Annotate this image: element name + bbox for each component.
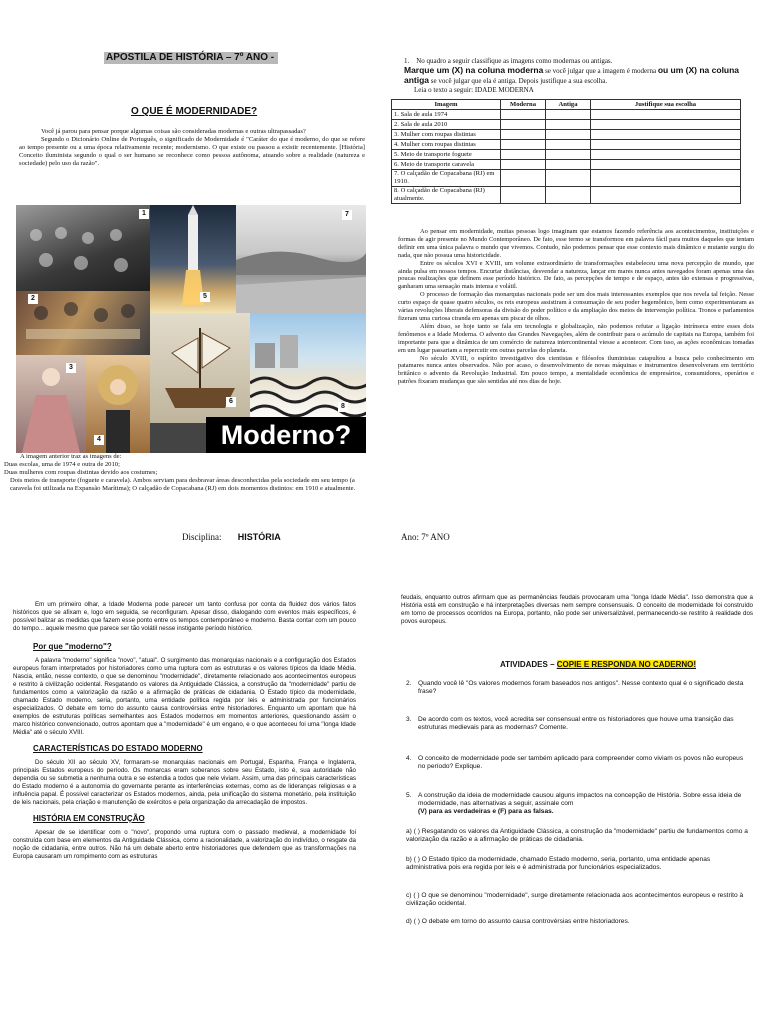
photo-label-7: 7	[342, 210, 352, 220]
instruction-mid: se você julgar que a imagem é moderna	[543, 67, 658, 75]
table-row	[392, 150, 741, 160]
classroom-sketch	[16, 205, 150, 291]
table-header-row	[392, 100, 741, 110]
question-number: 4.	[406, 755, 412, 762]
row-label: 4. Mulher com roupas distintas	[392, 140, 501, 150]
beach-sketch	[236, 205, 366, 313]
question-text: De acordo com os textos, você acredita ser consensual entre os historiadores que houve uma transição das estruturas medievais para as modernas? Comente.	[418, 716, 734, 732]
table-row	[392, 120, 741, 130]
alternative-c: c) ( ) O que se denominou "modernidade", surge diretamente relacionada aos acontecimentos europeus e restrito à civilização ocidental.	[406, 892, 744, 908]
disciplina-row	[182, 532, 281, 542]
photo-copacabana-1910	[236, 205, 366, 313]
antiga-cell[interactable]	[546, 140, 591, 150]
alternative-a: a) ( ) Resgatando os valores da Antiguidade Clássica, a construção da "modernidade" partiu de fundamentos como a valorização da razão e a afirmação de práticas de cidadania.	[406, 828, 748, 844]
intro-text	[19, 128, 365, 168]
disciplina-value: HISTÓRIA	[237, 532, 281, 542]
heading-por-que-moderno: Por que "moderno"?	[33, 642, 112, 651]
photo-label-4: 4	[94, 435, 104, 445]
calcadao-sketch	[250, 313, 366, 423]
justify-cell[interactable]	[591, 160, 741, 170]
question-3	[406, 716, 750, 732]
heading-caracteristicas: CARACTERÍSTICAS DO ESTADO MODERNO	[33, 744, 203, 753]
bl-paragraph-1: Em um primeiro olhar, a Idade Moderna pode parecer um tanto confusa por conta da fluidez dos vários fatos históricos que se afixam e, logo em seguida, se reconfiguram. Apesar disso, dialogando com eventos mais específicos, é possível balizar as medidas que fazem esse ponto entre os tempos contemporâneo e moderno. Basta contar com um pouco do tempo... aquele mesmo que parece ser tão volátil nesse instigante período histórico.	[13, 601, 356, 632]
justify-cell[interactable]	[591, 120, 741, 130]
photo-label-3: 3	[66, 363, 76, 373]
bl-paragraph-2: A palavra "moderno" significa "novo", "atual". O surgimento das monarquias nacionais e a configuração dos Estados europeus foram interpretados por historiadores como uma ruptura com as estruturas e os valores típicos da Idade Média. Nascia, então, nesse contexto, o que se denominou "modernidade", diretamente relacionado aos acontecimentos europeus e restrito à civilização ocidental. Resgatando os valores da Antiguidade Clássica, a construção da "modernidade" partiu de fundamentos como a valorização da razão e a afirmação de práticas de cidadania. O Estado típico da modernidade, chamado Estado moderno, seria, portanto, uma entidade política regida por leis e administrada por funcionários especializados. O debate em torno do assunto causa controvérsias entre historiadores. Enquanto um apontam que há exemplos de estruturas políticas semelhantes aos Estados modernos em momentos anteriores, questionando assim o marco histórico convencionado, outros apontam que a "modernidade" é um engano, e o que aconteceu foi uma "longa Idade Média" até o século XVIII.	[13, 657, 356, 736]
row-label: 7. O calçadão de Copacabana (RJ) em 1910.	[392, 170, 501, 187]
right-paragraph-1: Ao pensar em modernidade, muitas pessoas logo imaginam que estamos fazendo referência aos acontecimentos, instituições e formas de agir presente no Mundo Contemporâneo. De fato, esse termo se transformou em palavra fácil para muitos daqueles que tentam definir em uma única palavra o mundo que vivemos. Contudo, não podemos pensar que esse contexto mais dinâmico e mutante surgiu do nada, que não possua uma historicidade.	[398, 228, 754, 259]
justify-cell[interactable]	[591, 110, 741, 120]
disciplina-label: Disciplina:	[182, 532, 222, 542]
antiga-cell[interactable]	[546, 120, 591, 130]
instruction-bold-a: Marque um (X) na coluna moderna	[404, 65, 544, 75]
moderna-cell[interactable]	[501, 187, 546, 204]
idade-moderna-text	[398, 228, 754, 386]
row-label: 3. Mulher com roupas distintas	[392, 130, 501, 140]
bottom-left-column	[13, 601, 356, 861]
photo-rocket	[150, 205, 236, 313]
moderna-cell[interactable]	[501, 110, 546, 120]
antiga-cell[interactable]	[546, 150, 591, 160]
justify-cell[interactable]	[591, 130, 741, 140]
photo-label-5: 5	[200, 292, 210, 302]
question-number: 5.	[406, 792, 412, 799]
exercise-1	[404, 57, 760, 95]
table-row	[392, 140, 741, 150]
read-text-note: Leia o texto a seguir: IDADE MODERNA	[414, 86, 534, 94]
caption-line-2: Duas mulheres com roupas distintas devido aos costumes;	[4, 469, 158, 477]
antiga-cell[interactable]	[546, 110, 591, 120]
alternative-b: b) ( ) O Estado típico da modernidade, chamado Estado moderno, seria, portanto, uma entidade apenas administrativa pois era regida por leis e é administrada por funcionários especializados.	[406, 856, 711, 872]
bottom-right-top-text	[401, 594, 753, 626]
table-row	[392, 110, 741, 120]
classification-table	[391, 99, 741, 204]
justify-cell[interactable]	[591, 170, 741, 187]
table-row	[392, 160, 741, 170]
question-4	[406, 755, 750, 771]
caption-line-1: Duas escolas, uma de 1974 e outra de 2010;	[4, 461, 120, 469]
rocket-sketch	[150, 205, 236, 313]
moderna-cell[interactable]	[501, 130, 546, 140]
photo-copacabana-today	[250, 313, 366, 423]
br-paragraph-1: feudais, enquanto outros afirmam que as permanências feudais provocaram uma "longa Idade Média". Isso demonstra que a História está em construção e há interpretações diversas nem sempre consensuais. O conceito de modernidade foi construído em torno de processos ocorridos na Europa, portanto, não pode ser universalizável, permanecendo-se restrito à realidade dos povos europeus.	[401, 594, 753, 625]
table-row	[392, 187, 741, 204]
moderno-banner: Moderno?	[206, 417, 366, 453]
col-antiga: Antiga	[546, 100, 591, 110]
question-2	[406, 680, 750, 696]
row-label: 6. Meio de transporte caravela	[392, 160, 501, 170]
instruction-tail: se você julgar que ela é antiga. Depois justifique a sua escolha.	[429, 77, 608, 85]
right-paragraph-5: No século XVIII, o espírito investigativo dos cientistas e filósofos iluministas catapultou a busca pelo conhecimento em patamares nunca antes observados. Não por acaso, o desenvolvimento de novas máquinas e instrumentos desenvolveram em território britânico o advento da Revolução Industrial. Em pouco tempo, a mentalidade econômica de empresários, consumidores, operários e patrões fixaram mudanças que são sentidas até nos dias de hoje.	[398, 354, 754, 386]
antiga-cell[interactable]	[546, 170, 591, 187]
bl-paragraph-4: Apesar de se identificar com o "novo", propondo uma ruptura com o passado medieval, a modernidade foi construída com base em elementos da Antiguidade Clássica, como a racionalidade, a valorização do indivíduo, o resgate da noção de cidadania, entre outros. Não há um debate aberto entre historiadores que defendem que as transformações na Europa causaram um rompimento com as estruturas	[13, 829, 356, 860]
question-5	[406, 792, 750, 817]
section-title: O QUE É MODERNIDADE?	[131, 106, 258, 117]
col-moderna: Moderna	[501, 100, 546, 110]
atividades-heading	[500, 660, 696, 669]
antiga-cell[interactable]	[546, 160, 591, 170]
bl-paragraph-3: Do século XII ao século XV, formaram-se monarquias nacionais em Portugal, Espanha, França e Inglaterra, principais Estados europeus do período. Os monarcas eram soberanos sobre seu Estado, isto é, sua autoridade não dependia ou se submetia a nenhuma outra e se estendia a todos que nele viviam. Assim, uma das principais características do Estado moderno é a autonomia do governante perante as interferências externas, como as de lideranças religiosas e a influência papal. É possível caracterizar os Estados modernos, ainda, pela unificação do sistema monetário, pela instituição de leis nacionais, pela criação e manutenção de exércitos e pela organização da arrecadação de impostos.	[13, 759, 356, 806]
exercise-prompt: No quadro a seguir classifique as imagens como modernas ou antigas.	[416, 57, 613, 65]
question-number: 3.	[406, 716, 412, 723]
intro-paragraph-2: Segundo o Dicionário Online de Português, o significado de Modernidade é "Caráter do que é moderno, do que se refere ao tempo presente ou a uma época relativamente recente; modernismo. O que existe ou passou a existir recentemente. [História] Conceito iluminista segundo o qual o ser humano se reconhece como pessoa autônoma, atuando sobre a realidade (natureza e sociedade) pelo uso da razão".	[19, 136, 365, 168]
justify-cell[interactable]	[591, 140, 741, 150]
heading-historia-construcao: HISTÓRIA EM CONSTRUÇÃO	[33, 814, 145, 823]
moderna-cell[interactable]	[501, 160, 546, 170]
moderna-cell[interactable]	[501, 140, 546, 150]
row-label: 1. Sala de aula 1974	[392, 110, 501, 120]
moderna-cell[interactable]	[501, 170, 546, 187]
right-paragraph-4: Além disso, se hoje tanto se fala em tecnologia e globalização, não podemos refutar a ligação intrínseca entre esses dois fenômenos e a Idade Moderna. O advento das Grandes Navegações, além de contribuir para o acúmulo de capitais na Europa, também foi importante para que a dinâmica de um comércio de natureza intercontinental viesse a acontecer. Com isso, as ações econômicas tomadas em um lugar passariam a repercutir em outras parcelas do planeta.	[398, 322, 754, 354]
row-label: 8. O calçadão de Copacabana (RJ) atualmente.	[392, 187, 501, 204]
col-imagem: Imagem	[392, 100, 501, 110]
table-row	[392, 130, 741, 140]
antiga-cell[interactable]	[546, 187, 591, 204]
photo-label-1: 1	[139, 209, 149, 219]
row-label: 2. Sala de aula 2010	[392, 120, 501, 130]
photo-classroom-1974	[16, 205, 150, 291]
collage-caption	[4, 453, 366, 493]
right-paragraph-2: Entre os séculos XVI e XVIII, um volume extraordinário de transformações estabeleceu uma nova percepção de mundo, que ainda pulsa em nossos tempos. Encurtar distâncias, desvendar a natureza, lançar em mares nunca antes navegados foram apenas uma das poucas realizações que definem esse período histórico. De fato, as percepções de tempo e de espaço, antes tão extensas e progressivas, ganharam uma sensação mais intensa e volátil.	[398, 259, 754, 291]
photo-label-2: 2	[28, 294, 38, 304]
moderna-cell[interactable]	[501, 120, 546, 130]
alternative-d: d) ( ) O debate em torno do assunto causa controvérsias entre historiadores.	[406, 918, 630, 925]
intro-paragraph-1: Você já parou para pensar porque algumas coisas são consideradas modernas e outras ultrapassadas?	[41, 128, 306, 135]
question-text: A construção da ideia de modernidade causou alguns impactos na concepção de História. Sobre essa ideia de modernidade, nas alternativas a seguir, assinale com	[418, 792, 742, 808]
antiga-cell[interactable]	[546, 130, 591, 140]
question-text: Quando você lê "Os valores modernos foram baseados nos antigos". Nesse contexto qual é o significado desta frase?	[418, 680, 744, 696]
question-text: O conceito de modernidade pode ser também aplicado para compreender como viviam os povos não europeus no período? Explique.	[418, 755, 744, 771]
instruction-bold-b: ou um (X) na coluna antiga	[404, 65, 740, 85]
col-justifique: Justifique sua escolha	[591, 100, 741, 110]
image-collage	[16, 205, 366, 453]
atividades-highlight: COPIE E RESPONDA NO CADERNO!	[556, 660, 697, 669]
table-row	[392, 170, 741, 187]
moderna-cell[interactable]	[501, 150, 546, 160]
justify-cell[interactable]	[591, 187, 741, 204]
question-number: 2.	[406, 680, 412, 687]
ano-label: Ano: 7º ANO	[401, 532, 450, 542]
apostila-title: APOSTILA DE HISTÓRIA – 7º ANO -	[104, 52, 278, 64]
question-5-instruction: (V) para as verdadeiras e (F) para as falsas.	[418, 808, 554, 816]
row-label: 5. Meio de transporte foguete	[392, 150, 501, 160]
exercise-number: 1.	[404, 57, 410, 65]
right-paragraph-3: O processo de formação das monarquias nacionais pode ser um dos mais interessantes exemplos que nos revela tal feição. Nesse curto espaço de quase quatro séculos, os reis europeus assistiram à consumação de seu poder hegemônico, bem como experimentaram as várias revoluções liberais defensoras da divisão do poder político e da ampliação dos meios de intervenção política. Tronos e parlamentos fizeram uma curiosa ciranda em apenas um piscar de olhos.	[398, 291, 754, 322]
exercise-1-instructions	[404, 66, 760, 86]
photo-label-8: 8	[338, 402, 348, 412]
atividades-label: ATIVIDADES –	[500, 660, 557, 669]
photo-label-6: 6	[226, 397, 236, 407]
justify-cell[interactable]	[591, 150, 741, 160]
caption-intro: A imagem anterior traz as imagens de:	[20, 453, 122, 460]
caption-line-3: Dois meios de transporte (foguete e caravela). Ambos serviam para desbravar áreas desconhecidas pela sociedade em seu tempo (a caravela foi utilizada na Expansão Marítima); O calçadão de Copacabana (RJ) em dois momentos distintos: em 1910 e atualmente.	[10, 477, 356, 493]
